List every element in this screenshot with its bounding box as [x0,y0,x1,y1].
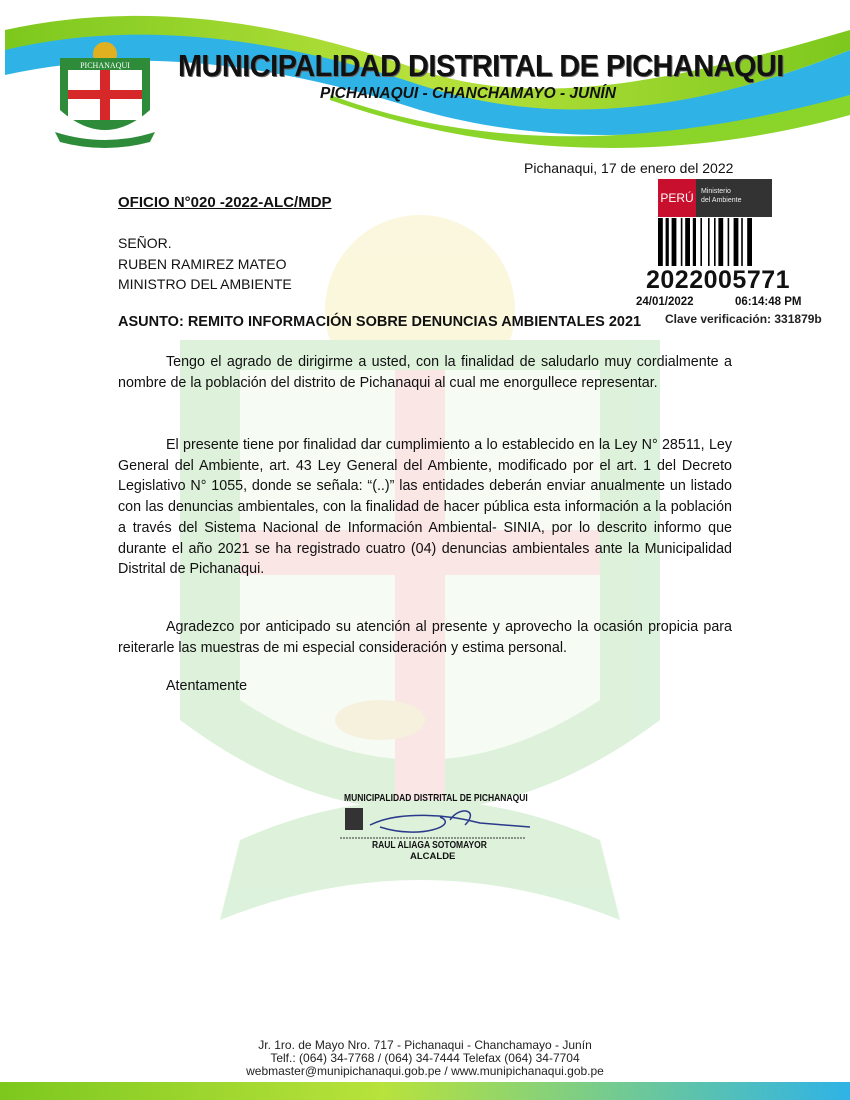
signatory-name: RAUL ALIAGA SOTOMAYOR [372,840,487,851]
barcode-bar [666,218,669,266]
barcode-bar [728,218,730,266]
peru-label: PERÚ [658,179,696,217]
letter-reference: OFICIO N°020 -2022-ALC/MDP [118,194,332,211]
barcode-bar [685,218,690,266]
barcode-bar [741,218,743,266]
barcode-bar [734,218,739,266]
paragraph-greeting: Tengo el agrado de dirigirme a usted, con la finalidad de saludarlo muy cordialmente a nombre de la población del distrito de Pichanaqui al cual me enorgullece representar. [118,354,732,391]
barcode-bar [681,218,683,266]
paragraph-thanks: Agradezco por anticipado su atención al presente y aprovecho la ocasión propicia para reiterarle las muestras de mi especial consideración y estima personal. [118,619,732,656]
barcode-bar [708,218,710,266]
addressee-position: MINISTRO DEL AMBIENTE [118,276,292,292]
header-title: MUNICIPALIDAD DISTRITAL DE PICHANAQUI [178,48,784,83]
verification-key: Clave verificación: 331879b [665,312,822,326]
addressee-name: RUBEN RAMIREZ MATEO [118,255,287,272]
stamp-date: 24/01/2022 [636,296,694,308]
barcode-bar [714,218,716,266]
barcode-bar [700,218,702,266]
signature-organization: MUNICIPALIDAD DISTRITAL DE PICHANAQUI [344,793,528,804]
paragraph-body: El presente tiene por finalidad dar cumplimiento a lo establecido en la Ley N° 28511, Ley General del Ambiente, art. 43 Ley General del Ambiente, modificado por el art. 1 del Decreto Legislativo N° 1055, donde se señala: “(..)” las entidades deberán enviar anualmente un listado con las denuncias ambientales, con la finalidad de hacer pública esta información a la población a través del Sistema Nacional de Información Ambiental- SINIA, por lo descrito informo que durante el año 2021 se ha registrado cuatro (04) denuncias ambientales ante la Municipalidad Distrital de Pichanaqui. [118,437,732,578]
barcode-bar [693,218,696,266]
barcode [658,218,788,266]
footer-web: webmaster@munipichanaqui.gob.pe / www.munipichanaqui.gob.pe [246,1064,604,1078]
ministry-line1: Ministerio [701,188,731,195]
header-subtitle: PICHANAQUI - CHANCHAMAYO - JUNÍN [320,85,616,102]
addressee-title: SEÑOR. [118,235,172,251]
barcode-bar [747,218,752,266]
barcode-bar [718,218,723,266]
stamp-time: 06:14:48 PM [735,296,802,308]
registry-code: 2022005771 [646,266,791,294]
addressee-block [118,233,292,295]
ministry-logo [658,179,772,217]
barcode-bar [658,218,663,266]
municipal-crest-logo [50,40,160,150]
signature-scribble [340,805,540,845]
footer-phones: Telf.: (064) 34-7768 / (064) 34-7444 Telefax (064) 34-7704 [270,1051,580,1065]
footer-address: Jr. 1ro. de Mayo Nro. 717 - Pichanaqui - Chanchamayo - Junín [258,1038,592,1052]
signatory-role: ALCALDE [410,851,456,862]
ministry-line2: del Ambiente [701,197,742,204]
footer-stripe [0,1082,850,1100]
closing: Atentamente [166,678,248,694]
barcode-bar [672,218,677,266]
svg-text:PICHANAQUI: PICHANAQUI [80,61,130,70]
letter-subject: ASUNTO: REMITO INFORMACIÓN SOBRE DENUNCIAS AMBIENTALES 2021 [118,314,642,330]
letter-date: Pichanaqui, 17 de enero del 2022 [524,160,734,176]
